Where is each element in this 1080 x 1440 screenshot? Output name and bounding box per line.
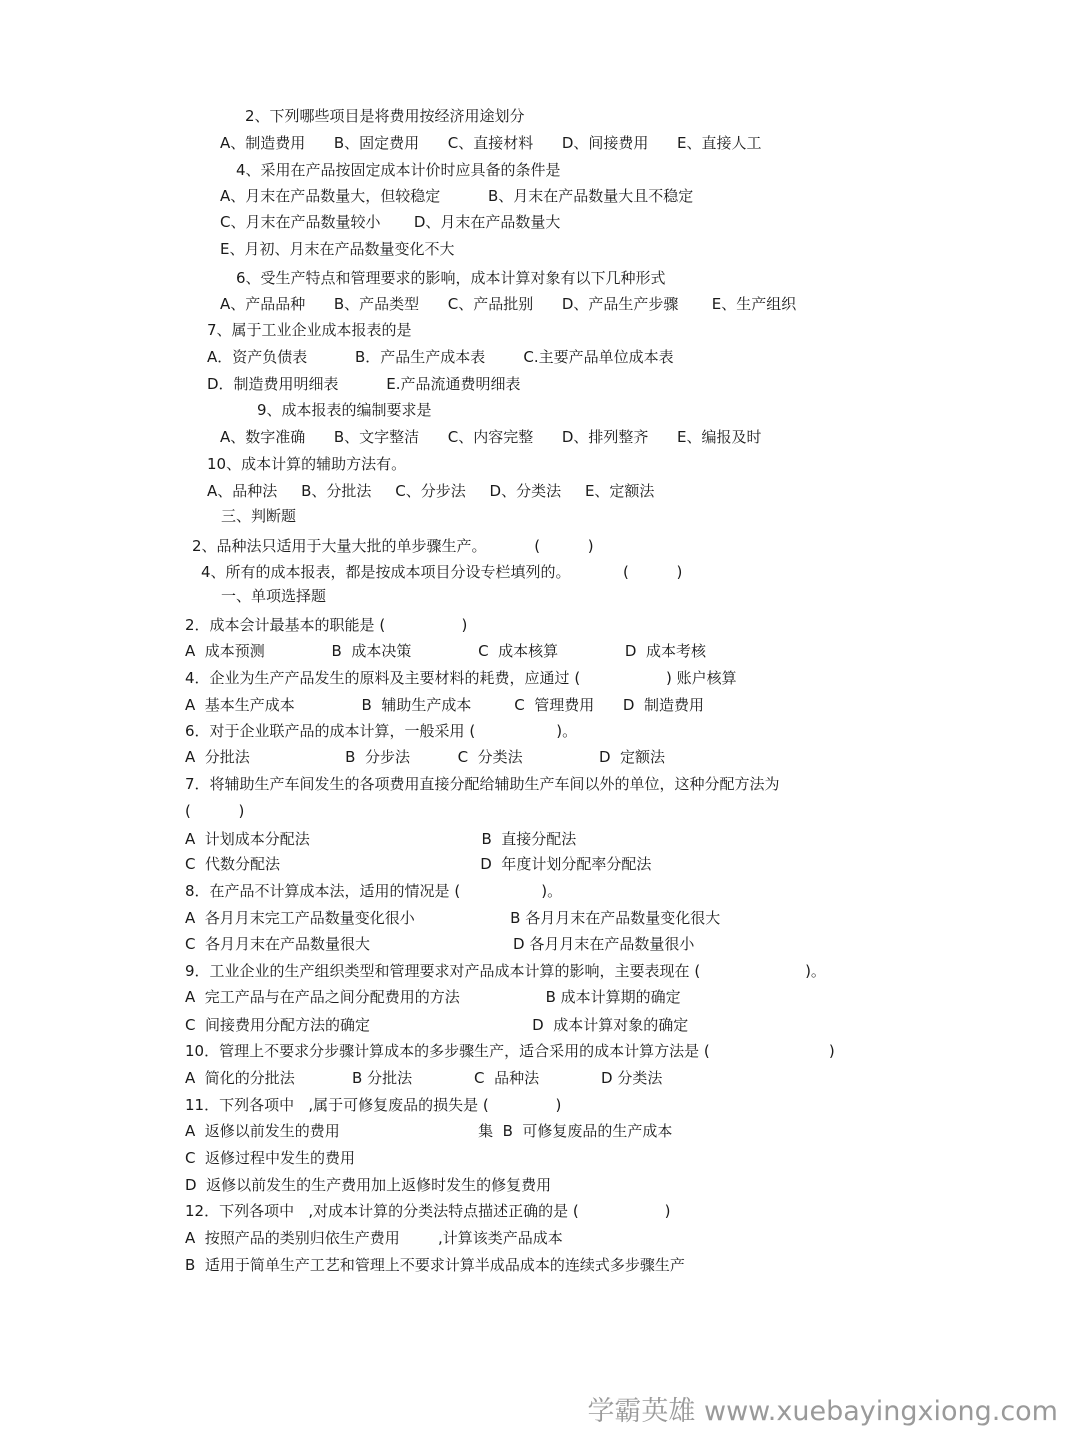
line: A、数字准确 B、文字整洁 C、内容完整 D、排列整齐 E、编报及时 <box>220 428 762 446</box>
line: A．资产负债表 B．产品生产成本表 C.主要产品单位成本表 <box>207 348 674 366</box>
line: C 返修过程中发生的费用 <box>185 1149 356 1167</box>
section-heading: 一、单项选择题 <box>221 587 327 605</box>
line: A、月末在产品数量大，但较稳定 B、月末在产品数量大且不稳定 <box>220 187 694 205</box>
line: A 返修以前发生的费用 集 B 可修复废品的生产成本 <box>185 1122 673 1140</box>
section-heading: 三、判断题 <box>221 507 297 525</box>
line: 4．企业为生产产品发生的原料及主要材料的耗费，应通过 ( ) 账户核算 <box>185 669 737 687</box>
line: 8．在产品不计算成本法，适用的情况是 ( )。 <box>185 882 563 900</box>
line: A 计划成本分配法 B 直接分配法 <box>185 830 577 848</box>
line: C 各月月末在产品数量很大 D 各月月末在产品数量很小 <box>185 935 695 953</box>
line: D 返修以前发生的生产费用加上返修时发生的修复费用 <box>185 1176 552 1194</box>
line: ( ) <box>185 802 245 820</box>
line: 10、成本计算的辅助方法有。 <box>207 455 407 473</box>
line: C 间接费用分配方法的确定 D 成本计算对象的确定 <box>185 1016 689 1034</box>
line: 9、成本报表的编制要求是 <box>257 401 432 419</box>
line: E、月初、月末在产品数量变化不大 <box>220 240 455 258</box>
line: A 各月月末完工产品数量变化很小 B 各月月末在产品数量变化很大 <box>185 909 721 927</box>
line: 7、属于工业企业成本报表的是 <box>207 321 412 339</box>
line: A 完工产品与在产品之间分配费用的方法 B 成本计算期的确定 <box>185 988 681 1006</box>
line: C 代数分配法 D 年度计划分配率分配法 <box>185 855 652 873</box>
line: 2、品种法只适用于大量大批的单步骤生产。 ( ) <box>192 537 594 555</box>
line: A、品种法 B、分批法 C、分步法 D、分类法 E、定额法 <box>207 482 655 500</box>
line: A、制造费用 B、固定费用 C、直接材料 D、间接费用 E、直接人工 <box>220 134 762 152</box>
line: A 按照产品的类别归依生产费用 ,计算该类产品成本 <box>185 1229 563 1247</box>
line: 12．下列各项中 ,对成本计算的分类法特点描述正确的是 ( ) <box>185 1202 671 1220</box>
line: 6．对于企业联产品的成本计算，一般采用 ( )。 <box>185 722 578 740</box>
line: 9．工业企业的生产组织类型和管理要求对产品成本计算的影响，主要表现在 ( )。 <box>185 962 826 980</box>
line: D．制造费用明细表 E.产品流通费明细表 <box>207 375 521 393</box>
line: A 基本生产成本 B 辅助生产成本 C 管理费用 D 制造费用 <box>185 696 704 714</box>
line: 6、受生产特点和管理要求的影响，成本计算对象有以下几种形式 <box>236 269 666 287</box>
line: C、月末在产品数量较小 D、月末在产品数量大 <box>220 213 561 231</box>
line: A 简化的分批法 B 分批法 C 品种法 D 分类法 <box>185 1069 663 1087</box>
line: A 成本预测 B 成本决策 C 成本核算 D 成本考核 <box>185 642 706 660</box>
line: 4、采用在产品按固定成本计价时应具备的条件是 <box>236 161 561 179</box>
line: A 分批法 B 分步法 C 分类法 D 定额法 <box>185 748 666 766</box>
line: 7．将辅助生产车间发生的各项费用直接分配给辅助生产车间以外的单位，这种分配方法为 <box>185 775 780 793</box>
watermark: 学霸英雄 www.xuebayingxiong.com <box>587 1396 1058 1427</box>
line: 2、下列哪些项目是将费用按经济用途划分 <box>245 107 525 125</box>
line: A、产品品种 B、产品类型 C、产品批别 D、产品生产步骤 E、生产组织 <box>220 295 797 313</box>
line: 4、所有的成本报表，都是按成本项目分设专栏填列的。 ( ) <box>201 563 683 581</box>
line: 10．管理上不要求分步骤计算成本的多步骤生产，适合采用的成本计算方法是 ( ) <box>185 1042 835 1060</box>
line: B 适用于简单生产工艺和管理上不要求计算半成品成本的连续式多步骤生产 <box>185 1256 685 1274</box>
line: 2．成本会计最基本的职能是 ( ) <box>185 616 468 634</box>
line: 11．下列各项中 ,属于可修复废品的损失是 ( ) <box>185 1096 562 1114</box>
